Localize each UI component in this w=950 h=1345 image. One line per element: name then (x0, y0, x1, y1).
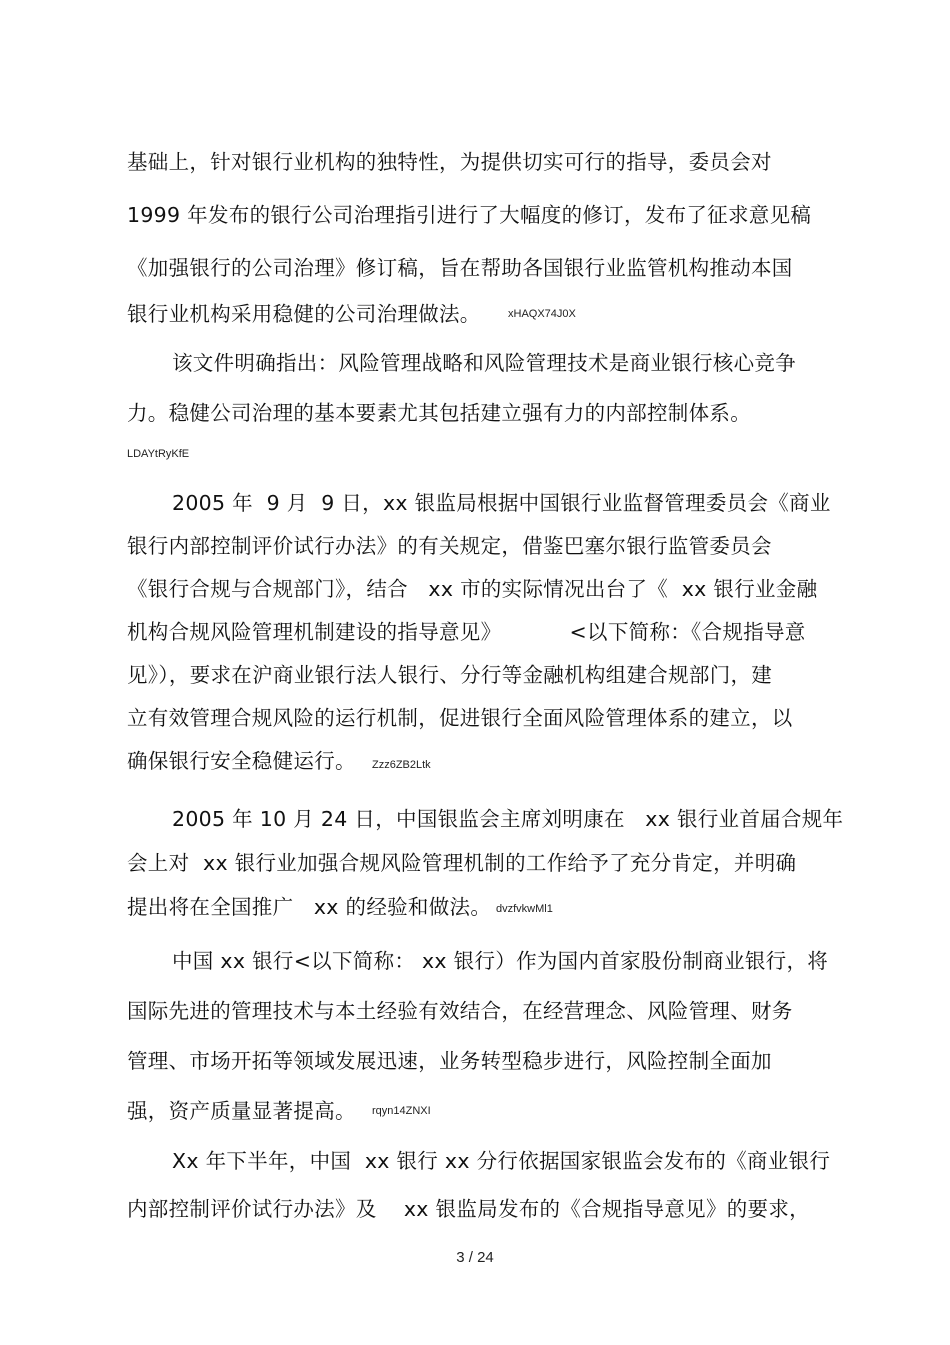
paragraph-3-line-3: 《银行合规与合规部门》，结合 xx 市的实际情况出台了《 xx 银行业金融 (127, 577, 818, 601)
paragraph-3-line-5: 见》），要求在沪商业银行法人银行、分行等金融机构组建合规部门，建 (127, 663, 773, 687)
paragraph-1-code: xHAQX74J0X (508, 308, 576, 320)
paragraph-6-line-2: 内部控制评价试行办法》及 xx 银监局发布的《合规指导意见》的要求， (127, 1197, 810, 1221)
paragraph-2-line-2: 力。稳健公司治理的基本要素尤其包括建立强有力的内部控制体系。 (127, 401, 751, 425)
paragraph-4-line-2: 会上对 xx 银行业加强合规风险管理机制的工作给予了充分肯定，并明确 (127, 851, 797, 875)
paragraph-1-line-4: 银行业机构采用稳健的公司治理做法。 (127, 302, 481, 326)
paragraph-1-line-2: 1999 年发布的银行公司治理指引进行了大幅度的修订，发布了征求意见稿 (127, 203, 812, 227)
paragraph-1-line-1: 基础上，针对银行业机构的独特性，为提供切实可行的指导，委员会对 (127, 150, 772, 174)
paragraph-2-line-1: 该文件明确指出：风险管理战略和风险管理技术是商业银行核心竞争 (172, 351, 796, 375)
paragraph-5-line-3: 管理、市场开拓等领域发展迅速，业务转型稳步进行，风险控制全面加 (127, 1049, 772, 1073)
paragraph-5-line-1: 中国 xx 银行<以下简称： xx 银行）作为国内首家股份制商业银行，将 (172, 949, 829, 973)
paragraph-3-line-6: 立有效管理合规风险的运行机制，促进银行全面风险管理体系的建立，以 (127, 706, 793, 730)
paragraph-5-code: rqyn14ZNXI (372, 1105, 431, 1117)
paragraph-3-line-2: 银行内部控制评价试行办法》的有关规定，借鉴巴塞尔银行监管委员会 (127, 534, 772, 558)
paragraph-5-line-4: 强，资产质量显著提高。 (127, 1099, 356, 1123)
paragraph-4-code: dvzfvkwMl1 (496, 903, 553, 915)
paragraph-5-line-2: 国际先进的管理技术与本土经验有效结合，在经营理念、风险管理、财务 (127, 999, 793, 1023)
paragraph-3-code: Zzz6ZB2Ltk (372, 759, 431, 771)
paragraph-3-line-7: 确保银行安全稳健运行。 (127, 749, 356, 773)
page-number: 3 / 24 (456, 1249, 494, 1266)
paragraph-4-line-3: 提出将在全国推广 xx 的经验和做法。 (127, 895, 492, 919)
paragraph-3-line-4: 机构合规风险管理机制建设的指导意见》 <以下简称：《合规指导意 (127, 620, 806, 644)
paragraph-6-line-1: Xx 年下半年，中国 xx 银行 xx 分行依据国家银监会发布的《商业银行 (172, 1149, 831, 1173)
paragraph-4-line-1: 2005 年 10 月 24 日，中国银监会主席刘明康在 xx 银行业首届合规年 (172, 807, 844, 831)
paragraph-2-code: LDAYtRyKfE (127, 448, 190, 460)
paragraph-3-line-1: 2005 年 9 月 9 日，xx 银监局根据中国银行业监督管理委员会《商业 (172, 491, 831, 515)
paragraph-1-line-3: 《加强银行的公司治理》修订稿，旨在帮助各国银行业监管机构推动本国 (127, 256, 793, 280)
